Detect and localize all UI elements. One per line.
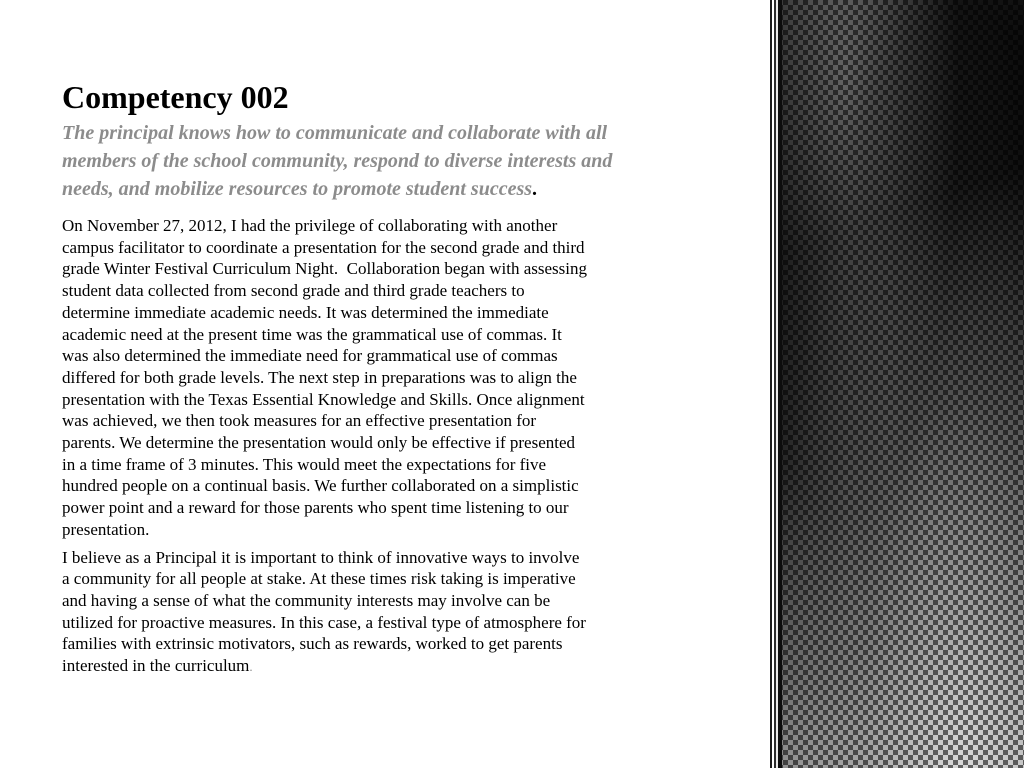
paragraph-end-period: . bbox=[249, 659, 253, 675]
text-line: On November 27, 2012, I had the privilege of collaborating with another bbox=[62, 216, 558, 235]
text-line: grade Winter Festival Curriculum Night. Collaboration began with assessing bbox=[62, 259, 587, 279]
competency-statement-period: . bbox=[532, 178, 538, 200]
competency-statement-text: needs, and mobilize resources to promote student success bbox=[62, 178, 533, 200]
text-line: presentation with the Texas Essential Knowledge and Skills. Once alignment bbox=[62, 389, 585, 409]
text-line: student data collected from second grade and third grade teachers to bbox=[62, 281, 525, 301]
text-line: and having a sense of what the community interests may involve can be bbox=[62, 590, 551, 610]
text-line: power point and a reward for those parents who spent time listening to our bbox=[62, 498, 569, 518]
paragraph-reflection bbox=[62, 547, 752, 678]
text-line: hundred people on a continual basis. We further collaborated on a simplistic bbox=[62, 476, 579, 496]
panel-edge-stripes bbox=[768, 0, 782, 768]
competency-statement-line: members of the school community, respond to diverse interests and bbox=[62, 150, 613, 172]
slide-content bbox=[62, 76, 752, 678]
text-line: families with extrinsic motivators, such as rewards, worked to get parents bbox=[62, 634, 563, 654]
text-line: I believe as a Principal it is important to think of innovative ways to involve bbox=[62, 547, 580, 567]
competency-statement bbox=[62, 119, 752, 203]
text-line-content: interested in the curriculum bbox=[62, 656, 250, 676]
text-line: was achieved, we then took measures for an effective presentation for bbox=[62, 411, 537, 431]
body-text bbox=[62, 215, 752, 678]
text-line: parents. We determine the presentation would only be effective if presented bbox=[62, 433, 576, 453]
slide-title: Competency 002 bbox=[62, 79, 289, 115]
weave-texture bbox=[768, 0, 1024, 768]
text-line: in a time frame of 3 minutes. This would meet the expectations for five bbox=[62, 454, 547, 474]
text-line: academic need at the present time was the grammatical use of commas. It bbox=[62, 324, 562, 344]
paragraph-collaboration bbox=[62, 215, 752, 541]
text-line: campus facilitator to coordinate a presentation for the second grade and third bbox=[62, 237, 585, 257]
text-line bbox=[62, 655, 752, 678]
text-line: presentation. bbox=[62, 519, 150, 539]
decorative-texture-panel bbox=[768, 0, 1024, 768]
competency-statement-line bbox=[62, 175, 752, 203]
text-line: utilized for proactive measures. In this case, a festival type of atmosphere for bbox=[62, 612, 586, 632]
text-line: was also determined the immediate need for grammatical use of commas bbox=[62, 346, 558, 366]
text-line: determine immediate academic needs. It was determined the immediate bbox=[62, 302, 549, 322]
competency-statement-line: The principal knows how to communicate and collaborate with all bbox=[62, 122, 608, 144]
text-line: a community for all people at stake. At these times risk taking is imperative bbox=[62, 569, 576, 589]
text-line: differed for both grade levels. The next step in preparations was to align the bbox=[62, 367, 577, 387]
